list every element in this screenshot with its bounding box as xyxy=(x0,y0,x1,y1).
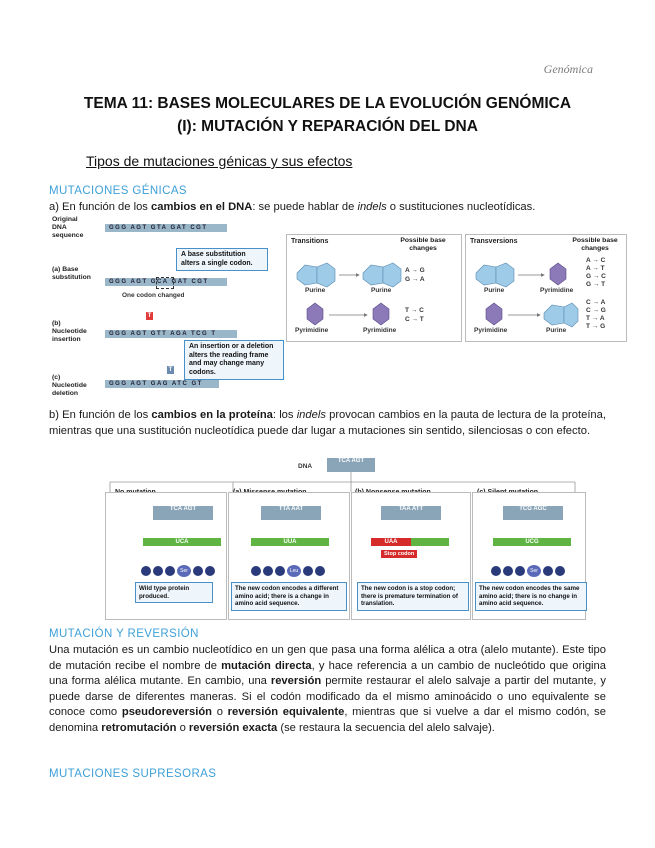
pyrimidine-label-3: Pyrimidine xyxy=(540,287,574,294)
transversion-change-3: G → C xyxy=(586,273,606,280)
transition-change-3: T → C xyxy=(405,307,424,314)
rev-bold-2: reversión xyxy=(270,675,322,687)
rev-text-1: Una mutación es un cambio nucleotídico en un gen que pasa una forma alélica a otra (alelo mutante). Este tipo de mutación recibe el nombre de xyxy=(49,644,606,672)
para-a-text-2: : se puede hablar de xyxy=(252,201,358,213)
section-reversion: MUTACIÓN Y REVERSIÓN xyxy=(49,628,199,640)
rev-bold-6: reversión exacta xyxy=(188,721,278,734)
transition-change-1: A → G xyxy=(405,267,425,274)
section-genicas: MUTACIONES GÉNICAS xyxy=(49,185,187,197)
transversion-change-4: G → T xyxy=(586,281,606,288)
purine-icon-4 xyxy=(544,303,578,327)
deleted-base: T xyxy=(168,367,173,373)
seq-substitution: GGG AGT GCA GAT CGT xyxy=(105,278,227,286)
pyrimidine-label-1: Pyrimidine xyxy=(295,327,329,334)
label-deletion: (c) Nucleotide deletion xyxy=(52,374,87,397)
rev-text-4: o xyxy=(212,706,228,718)
rev-text-2: , y hace referencia a un cambio de nucleótido que origina una forma alélica mutante. En cambio, una xyxy=(49,659,606,687)
rev-bold-4: reversión equivalente xyxy=(227,706,345,718)
amino-acid-icon xyxy=(543,566,553,576)
para-a-text: a) En función de los xyxy=(49,201,151,213)
rev-text-6: o xyxy=(176,721,189,734)
para-b-text: b) En función de los xyxy=(49,409,152,421)
transversions-title: Transversions xyxy=(470,238,518,245)
para-b xyxy=(49,408,606,439)
col0-note: Wild type protein produced. xyxy=(135,582,213,603)
amino-acid-icon xyxy=(165,566,175,576)
col3-mrna: UCG xyxy=(493,538,571,546)
pyrimidine-icon xyxy=(307,303,323,325)
header-tag: Genómica xyxy=(543,62,593,76)
one-codon-changed: One codon changed xyxy=(122,292,185,299)
col1-mrna: UUA xyxy=(251,538,329,546)
amino-acid-icon xyxy=(315,566,325,576)
col1-dna: TTA AAT xyxy=(261,506,321,520)
inserted-base: T xyxy=(147,313,152,319)
amino-acid-icon xyxy=(205,566,215,576)
rev-text-7: (se restaura la secuencia del alelo salvaje). xyxy=(277,721,495,734)
section-supresoras: MUTACIONES SUPRESORAS xyxy=(49,768,217,780)
col0-dna: TCA AGT xyxy=(153,506,213,520)
label-substitution: (a) Base substitution xyxy=(52,266,91,281)
transversion-change-6: C → G xyxy=(586,307,606,314)
para-b-italic: indels xyxy=(296,409,326,421)
col2-note: The new codon is a stop codon; there is premature termination of translation. xyxy=(357,582,469,611)
changed-codon-box xyxy=(156,277,174,289)
rev-bold-5: retromutación xyxy=(101,721,177,734)
para-reversion xyxy=(49,643,606,736)
rev-text-3: permite restaurar el alelo salvaje a partir del mutante, y puede darse de diferentes maneras. Si el codón modificado da el mismo aminoácido o uno equivalente se conoce como xyxy=(49,675,606,718)
title-line-2: (I): MUTACIÓN Y REPARACIÓN DEL DNA xyxy=(177,118,478,135)
purine-icon-3 xyxy=(476,263,514,287)
amino-acid-icon xyxy=(153,566,163,576)
rev-text-5: , mientras que si vuelve a dar el mismo codón, se denomina xyxy=(49,706,606,734)
rev-bold-1: mutación directa xyxy=(221,659,312,672)
para-b-text-2: : los xyxy=(272,409,297,421)
pyrimidine-icon-3 xyxy=(550,263,566,285)
transition-change-4: C → T xyxy=(405,316,424,323)
transitions-possible: Possible base changes xyxy=(400,237,446,252)
purine-label-2: Purine xyxy=(371,287,392,294)
transversions-possible: Possible base changes xyxy=(572,237,618,252)
amino-acid-icon xyxy=(555,566,565,576)
col3-amino-acid: Ser xyxy=(527,565,541,577)
purine-label-4: Purine xyxy=(546,327,567,334)
transversion-change-8: T → G xyxy=(586,323,606,330)
amino-acid-icon xyxy=(515,566,525,576)
orig-label: Original DNA sequence xyxy=(52,216,84,239)
callout-substitution: A base substitution alters a single codon. xyxy=(176,248,268,271)
col1-amino-acid: Leu xyxy=(287,565,301,577)
amino-acid-icon xyxy=(251,566,261,576)
fig2-dna-top: TCA AGT xyxy=(327,458,375,472)
transitions-panel xyxy=(286,234,462,342)
label-insertion: (b) Nucleotide insertion xyxy=(52,320,87,343)
amino-acid-icon xyxy=(303,566,313,576)
para-b-text-3: provocan cambios en la pauta de lectura de la proteína, mientras que una sustitución nucleotídica puede dar lugar a mutaciones sin sentido, silenciosas o con efecto. xyxy=(49,409,606,437)
transversion-change-5: C → A xyxy=(586,299,606,306)
callout-indel: An insertion or a deletion alters the reading frame and may change many codons. xyxy=(184,340,284,380)
col1-note: The new codon encodes a different amino acid; there is a change in amino acid sequence. xyxy=(231,582,347,611)
col3-note: The new codon encodes the same amino acid; there is no change in amino acid sequence. xyxy=(475,582,587,611)
pyrimidine-icon-4 xyxy=(486,303,502,325)
pyrimidine-label-4: Pyrimidine xyxy=(474,327,508,334)
figure-dna-mutations xyxy=(50,214,282,397)
amino-acid-icon xyxy=(263,566,273,576)
para-a-text-3: o sustituciones nucleotídicas. xyxy=(386,201,536,213)
purine-label-1: Purine xyxy=(305,287,326,294)
col2-mrna: UAA xyxy=(371,538,411,546)
purine-icon-2 xyxy=(363,263,401,287)
transversion-change-1: A → C xyxy=(586,257,606,264)
transversion-change-7: T → A xyxy=(586,315,605,322)
col2-mrna-rest xyxy=(411,538,449,546)
fig2-dna-label: DNA xyxy=(298,463,313,470)
col0-amino-acid: Ser xyxy=(177,565,191,577)
purine-label-3: Purine xyxy=(484,287,505,294)
transition-change-2: G → A xyxy=(405,276,425,283)
amino-acid-icon xyxy=(503,566,513,576)
para-a-italic: indels xyxy=(357,201,387,213)
seq-deletion: GGG AGT GAG ATC GT xyxy=(105,380,219,388)
title-line-1: TEMA 11: BASES MOLECULARES DE LA EVOLUCIÓN GENÓMICA xyxy=(83,95,572,112)
amino-acid-icon xyxy=(275,566,285,576)
seq-original: GGG AGT GTA GAT CGT xyxy=(105,224,227,232)
seq-insertion: GGG AGT GTT AGA TCG T xyxy=(105,330,237,338)
subtitle: Tipos de mutaciones génicas y sus efectos xyxy=(86,153,353,169)
purine-icon xyxy=(297,263,335,287)
col3-dna: TCG AGC xyxy=(503,506,563,520)
amino-acid-icon xyxy=(141,566,151,576)
transitions-title: Transitions xyxy=(291,238,329,245)
page-title xyxy=(40,92,615,138)
col0-mrna: UCA xyxy=(143,538,221,546)
para-a-bold: cambios en el DNA xyxy=(151,201,253,213)
stop-codon-tag: Stop codon xyxy=(381,550,417,558)
transversion-change-2: A → T xyxy=(586,265,605,272)
figure-protein-effects xyxy=(105,458,585,618)
col2-dna: TAA ATT xyxy=(381,506,441,520)
pyrimidine-label-2: Pyrimidine xyxy=(363,327,397,334)
pyrimidine-icon-2 xyxy=(373,303,389,325)
transversions-panel xyxy=(465,234,627,342)
amino-acid-icon xyxy=(491,566,501,576)
rev-bold-3: pseudoreversión xyxy=(121,706,213,718)
para-b-bold: cambios en la proteína xyxy=(151,409,273,421)
amino-acid-icon xyxy=(193,566,203,576)
